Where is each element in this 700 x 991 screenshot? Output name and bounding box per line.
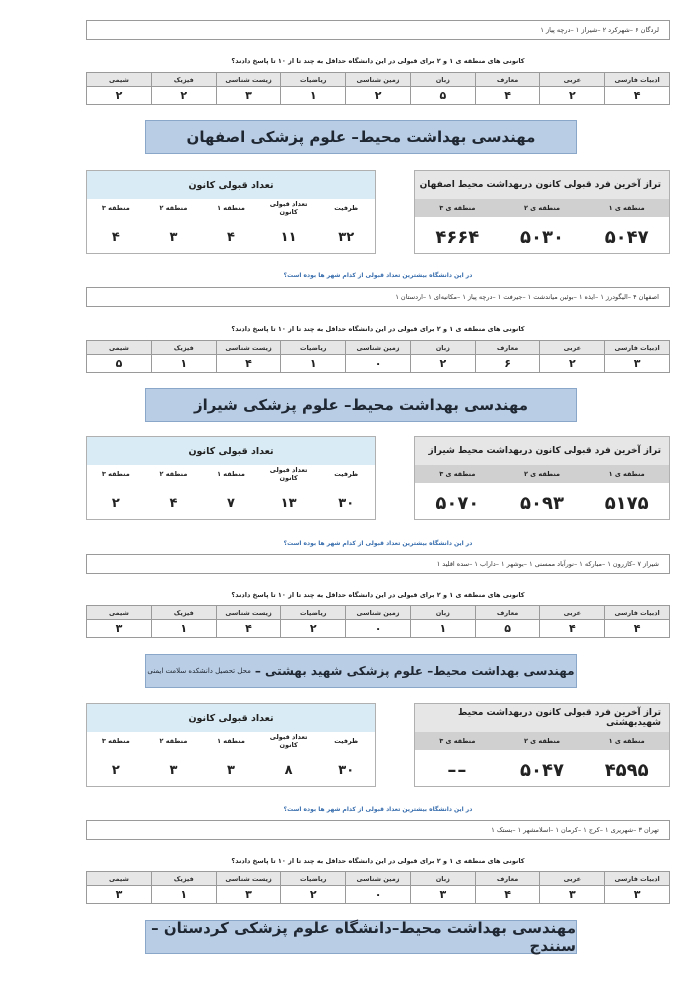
subject-value: ۵: [410, 87, 475, 105]
admit-header: منطقه ۱: [217, 470, 245, 478]
section-banner: [145, 388, 577, 422]
admit-header: تعداد قبولی کانون: [269, 200, 308, 216]
subject-value: ۴: [605, 87, 670, 105]
subject-value: ۱: [281, 87, 346, 105]
subject-header: فیزیک: [151, 341, 216, 355]
city-list-text: لردگان ۶ –شهرکرد ۲ –شیراز ۱ –درچه پیاز ۱: [540, 26, 659, 34]
city-list-box: [86, 287, 670, 307]
city-list-text: اصفهان ۴ –الیگودرز ۱ –ایذه ۱ –بوئین میاندشت ۱ –جیرفت ۱ –درچه پیاز ۱ –مکانیه‌ای ۱ –اردستان ۱: [395, 293, 659, 301]
subject-value: ۳: [605, 886, 670, 904]
admit-header: ظرفیت: [334, 737, 359, 745]
subjects-table: [86, 871, 670, 904]
subject-value: ۲: [540, 355, 605, 373]
admit-header: منطقه ۳: [101, 204, 130, 212]
rank-values: [415, 750, 669, 790]
admit-panel: [86, 703, 376, 787]
admit-value: ۱۳: [280, 495, 297, 511]
admit-panel-title: تعداد قبولی کانون: [87, 704, 375, 732]
rank-value: ۵۰۴۷: [520, 759, 564, 781]
admit-value: ۸: [284, 762, 293, 778]
subject-value: ۳: [605, 355, 670, 373]
rank-value: ––: [447, 759, 468, 781]
banner-title: مهندسی بهداشت محیط– علوم پزشکی اصفهان: [186, 128, 536, 146]
admit-headers: [87, 732, 375, 750]
subject-value: ۲: [151, 87, 216, 105]
admit-value: ۴: [227, 229, 235, 245]
rank-value: ۵۰۴۷: [604, 226, 649, 248]
subject-value: ۵: [87, 355, 152, 373]
admit-value: ۷: [227, 495, 235, 511]
admit-headers: [87, 465, 375, 483]
subject-header: زمین شناسی: [346, 872, 411, 886]
admit-header: تعداد قبولی کانون: [269, 466, 308, 482]
subject-header: زمین شناسی: [346, 341, 411, 355]
subject-value: ۵: [475, 620, 540, 638]
admit-value: ۳۰: [338, 762, 355, 778]
subject-header: ادبیات فارسی: [605, 73, 670, 87]
admit-value: ۳: [169, 229, 178, 245]
subject-value: ۲: [281, 886, 346, 904]
admit-value: ۳: [227, 762, 235, 778]
admit-value: ۱۱: [280, 229, 297, 245]
rank-header: منطقه ی ۳: [439, 204, 476, 212]
admit-header: منطقه ۳: [101, 737, 130, 745]
admit-header: منطقه ۳: [101, 470, 130, 478]
admit-value: ۲: [111, 762, 120, 778]
subject-header: فیزیک: [151, 606, 216, 620]
admit-headers: [87, 199, 375, 217]
admit-header: ظرفیت: [334, 470, 359, 478]
subject-value: ۱: [151, 620, 216, 638]
subject-value: ۲: [281, 620, 346, 638]
subject-header: زبان: [410, 606, 475, 620]
subject-header: ریاضیات: [281, 341, 346, 355]
subjects-header-row: [87, 73, 670, 87]
subjects-question: کانونی های منطقه ی ۱ و ۲ برای قبولی در این دانشگاه حداقل به چند تا از ۱۰ تا پاسخ دادند؟: [231, 591, 525, 599]
subject-header: شیمی: [87, 341, 152, 355]
subject-value: ۰: [346, 620, 411, 638]
subject-value: ۲: [410, 355, 475, 373]
subject-header: ادبیات فارسی: [605, 606, 670, 620]
subject-header: عربی: [540, 341, 605, 355]
section-banner: [145, 920, 577, 954]
admit-panel: [86, 436, 376, 520]
subject-header: معارف: [475, 872, 540, 886]
admit-header: منطقه ۲: [159, 204, 188, 212]
subject-value: ۰: [346, 886, 411, 904]
subject-value: ۶: [475, 355, 540, 373]
subject-header: زیست شناسی: [216, 73, 281, 87]
rank-value: ۴۶۶۴: [435, 226, 480, 248]
admit-header: ظرفیت: [334, 204, 359, 212]
subject-header: عربی: [540, 73, 605, 87]
subject-header: شیمی: [87, 606, 152, 620]
rank-header: منطقه ی ۱: [608, 470, 645, 478]
city-list-box: [86, 20, 670, 40]
subject-header: معارف: [475, 606, 540, 620]
subjects-table: [86, 340, 670, 373]
banner-note: محل تحصیل دانشکده سلامت ایمنی: [147, 667, 251, 675]
rank-value: ۵۱۷۵: [604, 492, 649, 514]
admit-value: ۳۰: [338, 495, 355, 511]
rank-panel: [414, 170, 670, 254]
rank-header: منطقه ی ۲: [523, 470, 561, 478]
rank-headers: [415, 732, 669, 750]
city-list-box: [86, 820, 670, 840]
banner-title: مهندسی بهداشت محیط– علوم پزشکی شیراز: [193, 396, 529, 414]
subject-header: زیست شناسی: [216, 606, 281, 620]
admit-header: منطقه ۱: [217, 204, 245, 212]
subject-header: زبان: [410, 73, 475, 87]
subjects-value-row: [87, 620, 670, 638]
subject-value: ۴: [605, 620, 670, 638]
admit-values: [87, 217, 375, 257]
city-list-text: تهران ۳ –شهریری ۱ –کرج ۱ –کرمان ۱ –اسلامشهر ۱ –بستک ۱: [491, 826, 659, 834]
subject-header: شیمی: [87, 73, 152, 87]
subject-value: ۱: [151, 355, 216, 373]
admit-panel-title: تعداد قبولی کانون: [87, 171, 375, 199]
admit-panel-title: تعداد قبولی کانون: [87, 437, 375, 465]
rank-values: [415, 483, 669, 523]
cities-question: در این دانشگاه بیشترین تعداد قبولی از کدام شهر ها بوده است؟: [283, 540, 473, 547]
admit-value: ۲: [111, 495, 120, 511]
admit-header: تعداد قبولی کانون: [269, 733, 308, 749]
cities-question: در این دانشگاه بیشترین تعداد قبولی از کدام شهر ها بوده است؟: [283, 806, 473, 813]
rank-header: منطقه ی ۲: [523, 737, 561, 745]
subject-value: ۳: [216, 87, 281, 105]
rank-header: منطقه ی ۳: [439, 470, 476, 478]
subject-value: ۳: [540, 886, 605, 904]
admit-header: منطقه ۱: [217, 737, 245, 745]
subject-value: ۰: [346, 355, 411, 373]
rank-value: ۴۵۹۵: [604, 759, 649, 781]
subject-value: ۳: [87, 620, 152, 638]
subject-header: زیست شناسی: [216, 341, 281, 355]
subject-value: ۱: [281, 355, 346, 373]
subject-value: ۴: [475, 87, 540, 105]
subjects-value-row: [87, 355, 670, 373]
subjects-header-row: [87, 606, 670, 620]
rank-value: ۵۰۷۰: [435, 492, 480, 514]
subject-header: فیزیک: [151, 872, 216, 886]
subjects-question: کانونی های منطقه ی ۱ و ۲ برای قبولی در این دانشگاه حداقل به چند تا از ۱۰ تا پاسخ دادند؟: [231, 325, 525, 333]
admit-value: ۳۲: [338, 229, 355, 245]
rank-header: منطقه ی ۱: [608, 737, 645, 745]
rank-header: منطقه ی ۱: [608, 204, 645, 212]
admit-header: منطقه ۲: [159, 470, 188, 478]
section-banner: [145, 654, 577, 688]
subject-header: شیمی: [87, 872, 152, 886]
subject-value: ۴: [475, 886, 540, 904]
cities-question: در این دانشگاه بیشترین تعداد قبولی از کدام شهر ها بوده است؟: [283, 272, 473, 279]
city-list-box: [86, 554, 670, 574]
subject-value: ۱: [410, 620, 475, 638]
subjects-question: کانونی های منطقه ی ۱ و ۲ برای قبولی در این دانشگاه حداقل به چند تا از ۱۰ تا پاسخ دادند؟: [231, 857, 525, 865]
subject-header: ریاضیات: [281, 872, 346, 886]
admit-values: [87, 483, 375, 523]
subject-value: ۳: [216, 886, 281, 904]
subjects-table: [86, 72, 670, 105]
subject-header: زمین شناسی: [346, 73, 411, 87]
rank-headers: [415, 465, 669, 483]
subjects-table: [86, 605, 670, 638]
subject-value: ۴: [216, 620, 281, 638]
banner-title: مهندسی بهداشت محیط– علوم پزشکی شهید بهشتی –: [254, 664, 575, 678]
subject-value: ۱: [151, 886, 216, 904]
subject-header: عربی: [540, 872, 605, 886]
subject-header: ریاضیات: [281, 606, 346, 620]
rank-panel: [414, 436, 670, 520]
subject-header: زیست شناسی: [216, 872, 281, 886]
subject-header: زبان: [410, 341, 475, 355]
admit-value: ۴: [169, 495, 178, 511]
admit-header: منطقه ۲: [159, 737, 188, 745]
admit-values: [87, 750, 375, 790]
admit-value: ۴: [111, 229, 120, 245]
subject-value: ۴: [216, 355, 281, 373]
subject-header: زمین شناسی: [346, 606, 411, 620]
subject-header: ادبیات فارسی: [605, 341, 670, 355]
rank-headers: [415, 199, 669, 217]
subject-value: ۲: [87, 87, 152, 105]
subject-header: عربی: [540, 606, 605, 620]
rank-values: [415, 217, 669, 257]
subjects-header-row: [87, 341, 670, 355]
subject-header: ادبیات فارسی: [605, 872, 670, 886]
rank-panel: [414, 703, 670, 787]
banner-title: مهندسی بهداشت محیط–دانشگاه علوم پزشکی کردستان – سنندج: [151, 919, 576, 955]
subject-value: ۳: [410, 886, 475, 904]
subject-value: ۲: [540, 87, 605, 105]
subject-header: معارف: [475, 73, 540, 87]
section-banner: [145, 120, 577, 154]
rank-header: منطقه ی ۳: [439, 737, 476, 745]
rank-panel-title: تراز آخرین فرد قبولی کانون دربهداشت محیط شهیدبهشتی: [415, 704, 669, 732]
subject-header: ریاضیات: [281, 73, 346, 87]
subjects-question: کانونی های منطقه ی ۱ و ۲ برای قبولی در این دانشگاه حداقل به چند تا از ۱۰ تا پاسخ دادند؟: [231, 57, 525, 65]
admit-value: ۳: [169, 762, 178, 778]
rank-value: ۵۰۳۰: [520, 226, 564, 248]
subject-header: معارف: [475, 341, 540, 355]
city-list-text: شیراز ۷ –کازرون ۱ –مبارکه ۱ –نورآباد ممسنی ۱ –بوشهر ۱ –داراب ۱ –سده اقلید ۱: [436, 560, 659, 568]
rank-panel-title: تراز آخرین فرد قبولی کانون دربهداشت محیط اصفهان: [415, 171, 669, 199]
admit-panel: [86, 170, 376, 254]
subject-value: ۲: [346, 87, 411, 105]
subjects-value-row: [87, 87, 670, 105]
rank-value: ۵۰۹۳: [520, 492, 564, 514]
subject-header: فیزیک: [151, 73, 216, 87]
subject-header: زبان: [410, 872, 475, 886]
subjects-value-row: [87, 886, 670, 904]
subjects-header-row: [87, 872, 670, 886]
rank-panel-title: تراز آخرین فرد قبولی کانون دربهداشت محیط شیراز: [415, 437, 669, 465]
rank-header: منطقه ی ۲: [523, 204, 561, 212]
subject-value: ۴: [540, 620, 605, 638]
subject-value: ۳: [87, 886, 152, 904]
